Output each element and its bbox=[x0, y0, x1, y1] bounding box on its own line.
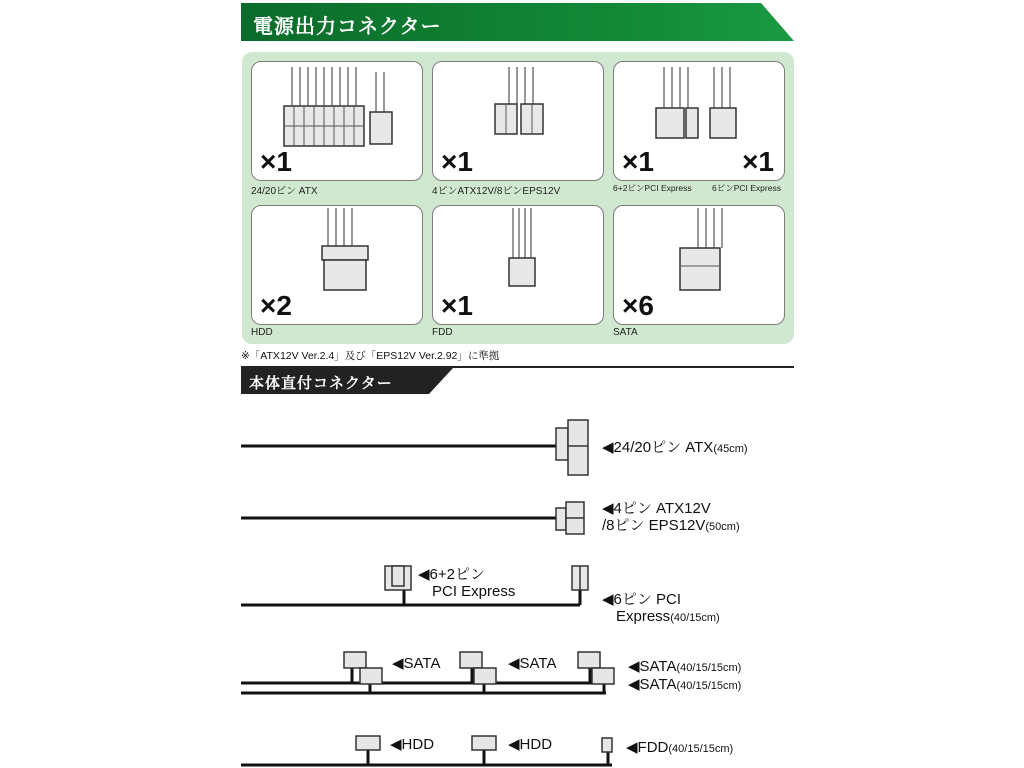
connector-label: SATA bbox=[613, 327, 638, 338]
section-title: 本体直付コネクター bbox=[249, 375, 393, 392]
fdd-connector-icon bbox=[602, 738, 612, 752]
pcie-6plus2-connector-icon bbox=[385, 566, 411, 590]
connector-label: 4ピンATX12V/8ピンEPS12V bbox=[432, 186, 561, 197]
quantity-secondary: ×1 bbox=[742, 146, 774, 177]
cable-label-pcie-inline-line2: PCI Express bbox=[432, 583, 516, 600]
cable-label-sata-inline-2: ◀SATA bbox=[508, 655, 557, 672]
cable-label-pcie-end-line2: Express(40/15cm) bbox=[616, 608, 720, 625]
cable-label-sata-end-2: ◀SATA(40/15/15cm) bbox=[628, 676, 742, 693]
section-title: 電源出力コネクター bbox=[253, 16, 442, 38]
compliance-note: ※「ATX12V Ver.2.4」及び「EPS12V Ver.2.92」に準拠 bbox=[241, 350, 500, 362]
cable-label-sata-end-1: ◀SATA(40/15/15cm) bbox=[628, 658, 742, 675]
cable-label-fdd: ◀FDD(40/15/15cm) bbox=[626, 739, 734, 756]
cable-label-hdd-2: ◀HDD bbox=[508, 736, 553, 753]
pcie-6pin-connector-icon bbox=[572, 566, 588, 590]
connector-label: 6+2ピンPCI Express bbox=[613, 183, 692, 193]
connector-label: HDD bbox=[251, 327, 273, 338]
quantity: ×2 bbox=[260, 290, 292, 321]
cable-label-eps-line2: /8ピン EPS12V(50cm) bbox=[602, 517, 740, 534]
quantity: ×1 bbox=[622, 146, 654, 177]
connector-label: 24/20ピン ATX bbox=[251, 186, 318, 197]
eps12v-connector-icon bbox=[556, 502, 584, 534]
cable-label-pcie-end-line1: ◀6ピン PCI bbox=[602, 591, 682, 608]
cable-label-atx: ◀24/20ピン ATX(45cm) bbox=[602, 439, 748, 456]
cable-label-hdd-1: ◀HDD bbox=[390, 736, 435, 753]
connector-label: FDD bbox=[432, 327, 453, 338]
cable-label-sata-inline-1: ◀SATA bbox=[392, 655, 441, 672]
cable-label-pcie-inline-line1: ◀6+2ピン bbox=[418, 566, 485, 583]
quantity: ×1 bbox=[260, 146, 292, 177]
sata-connector-icon bbox=[344, 652, 614, 684]
quantity: ×1 bbox=[441, 146, 473, 177]
atx-connector-icon bbox=[556, 420, 588, 475]
cable-label-eps-line1: ◀4ピン ATX12V bbox=[602, 500, 711, 517]
connector-label-secondary: 6ピンPCI Express bbox=[712, 183, 781, 193]
quantity: ×1 bbox=[441, 290, 473, 321]
quantity: ×6 bbox=[622, 290, 654, 321]
